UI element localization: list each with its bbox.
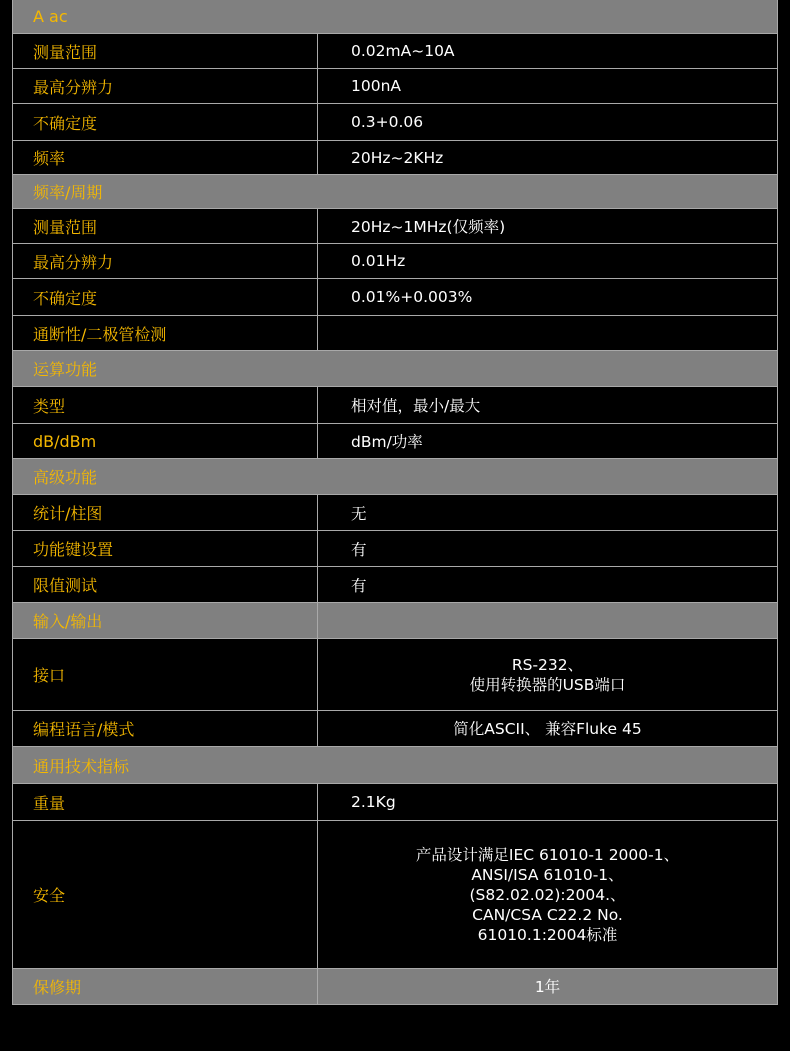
row-label: 测量范围 <box>13 209 318 243</box>
section-empty-cell <box>318 603 777 638</box>
table-row <box>13 34 777 69</box>
table-row <box>13 279 777 316</box>
row-value: 有 <box>351 540 367 559</box>
section-header-io <box>13 603 777 639</box>
table-row <box>13 141 777 175</box>
table-row <box>13 567 777 603</box>
safety-line: 产品设计满足IEC 61010-1 2000-1、 <box>415 845 680 864</box>
row-label: 测量范围 <box>13 34 318 68</box>
row-label: 通断性/二极管检测 <box>13 316 318 350</box>
row-label: 不确定度 <box>13 279 318 315</box>
row-value-interface <box>318 639 777 710</box>
table-row <box>13 711 777 747</box>
table-row <box>13 69 777 104</box>
section-header-math <box>13 351 777 387</box>
row-label: 编程语言/模式 <box>13 711 318 746</box>
interface-line: 使用转换器的USB端口 <box>469 675 626 694</box>
section-title: 高级功能 <box>33 468 98 487</box>
row-label: 接口 <box>13 639 318 710</box>
row-value: 0.02mA~10A <box>351 42 455 60</box>
table-row-warranty <box>13 969 777 1005</box>
safety-line: 61010.1:2004标准 <box>477 925 618 944</box>
section-title: A ac <box>33 7 68 26</box>
table-row <box>13 387 777 424</box>
row-value: 无 <box>351 504 367 523</box>
row-label: 类型 <box>13 387 318 423</box>
row-value: 20Hz~1MHz(仅频率) <box>351 218 506 236</box>
row-label: 最高分辨力 <box>13 69 318 103</box>
row-value: 0.01Hz <box>351 252 406 270</box>
section-title: 运算功能 <box>33 360 98 379</box>
row-label: 限值测试 <box>13 567 318 602</box>
table-row <box>13 639 777 711</box>
table-row <box>13 316 777 351</box>
row-label: 最高分辨力 <box>13 244 318 278</box>
table-row <box>13 244 777 279</box>
section-title: 频率/周期 <box>33 183 103 202</box>
spec-table <box>12 0 778 1005</box>
row-label: 频率 <box>13 141 318 174</box>
table-row <box>13 784 777 821</box>
table-row <box>13 531 777 567</box>
row-value: 有 <box>351 576 367 595</box>
row-value: 20Hz~2KHz <box>351 148 444 167</box>
row-label: 保修期 <box>13 969 318 1004</box>
table-row <box>13 821 777 969</box>
section-header-advanced <box>13 459 777 495</box>
row-label: dB/dBm <box>13 424 318 458</box>
row-value: dBm/功率 <box>351 433 423 451</box>
row-label: 功能键设置 <box>13 531 318 566</box>
safety-line: (S82.02.02):2004.、 <box>469 885 626 904</box>
section-title: 输入/输出 <box>13 603 318 638</box>
row-value <box>318 316 777 350</box>
section-header-general <box>13 747 777 784</box>
section-header-aac <box>13 0 777 34</box>
section-header-frequency <box>13 175 777 209</box>
row-value: 相对值，最小/最大 <box>351 397 481 415</box>
row-label: 不确定度 <box>13 104 318 140</box>
row-value: 0.3+0.06 <box>351 113 424 131</box>
row-value: 100nA <box>351 77 402 95</box>
table-row <box>13 104 777 141</box>
safety-line: CAN/CSA C22.2 No. <box>472 905 623 924</box>
row-value: 简化ASCII、 兼容Fluke 45 <box>453 719 642 738</box>
table-row <box>13 495 777 531</box>
row-label: 安全 <box>13 821 318 968</box>
safety-line: ANSI/ISA 61010-1、 <box>471 865 624 884</box>
row-value: 0.01%+0.003% <box>351 288 473 306</box>
section-title: 通用技术指标 <box>33 756 130 776</box>
row-label: 统计/柱图 <box>13 495 318 530</box>
row-value: 1年 <box>534 977 561 996</box>
table-row <box>13 424 777 459</box>
interface-line: RS-232、 <box>511 655 584 674</box>
row-value-safety <box>318 821 777 968</box>
row-value: 2.1Kg <box>351 793 396 811</box>
row-label: 重量 <box>13 784 318 820</box>
table-row <box>13 209 777 244</box>
